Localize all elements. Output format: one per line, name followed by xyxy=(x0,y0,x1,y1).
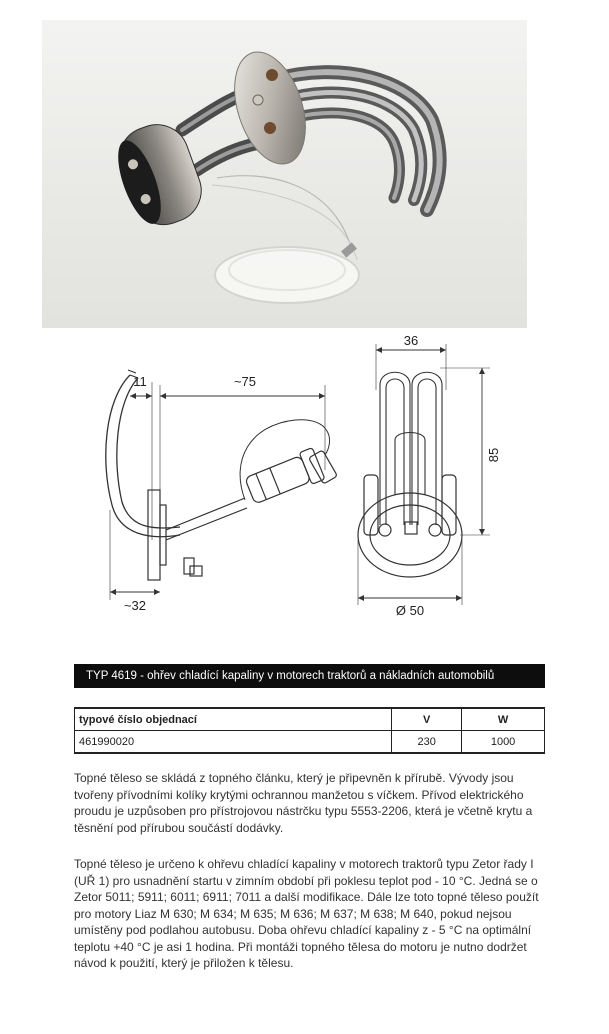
dim-tube-length: ~75 xyxy=(233,374,257,389)
product-title-bar: TYP 4619 - ohřev chladící kapaliny v motorech traktorů a nákladních automobilů xyxy=(74,664,545,688)
dim-36: 36 xyxy=(403,333,419,348)
table-header-row xyxy=(75,708,545,731)
table-row xyxy=(75,731,545,754)
technical-drawing xyxy=(80,330,520,620)
description-paragraph-1: Topné těleso se skládá z topného článku, který je připevněn k přírubě. Vývody jsou tvořeny přívodními kolíky krytými ochrannou manžetou s víčkem. Přívod elektrického proudu je uzpůsoben pro přístrojovou nástrčku typu 5553-2206, která je včetně krytu a těsnění pod přírubou součástí dodávky. xyxy=(74,771,533,835)
description-paragraph-2: Topné těleso je určeno k ohřevu chladící kapaliny v motorech traktorů typu Zetor řady I (UŘ 1) pro usnadnění startu v zimním období při poklesu teplot pod - 10 °C. Jedná se o Zetor 5011; 5911; 6011; 6911; 7011 a další modifikace. Dále lze toto topné těleso použít pro motory Liaz M 630; M 634; M 635; M 636; M 637; M 638; M 640, pokud nejsou umístěny pod podlahou autobusu. Doba ohřevu chladící kapaliny z - 5 °C na optimální teplotu +40 °C je asi 1 hodina. Při montáži topného tělesa do motoru je nutno dodržet návod k použití, který je přiložen k tělesu. xyxy=(74,857,539,970)
dim-diameter-50: Ø 50 xyxy=(395,603,425,618)
cell-power: 1000 xyxy=(462,731,545,754)
spec-table xyxy=(74,707,545,754)
dim-11: 11 xyxy=(133,374,147,389)
header-power: W xyxy=(462,708,545,731)
cell-order-number: 461990020 xyxy=(75,731,392,754)
dim-85: 85 xyxy=(486,447,501,463)
product-photo xyxy=(42,20,527,328)
header-voltage: V xyxy=(392,708,462,731)
header-order-number: typové číslo objednací xyxy=(75,708,392,731)
cell-voltage: 230 xyxy=(392,731,462,754)
dim-32: ~32 xyxy=(123,598,147,613)
